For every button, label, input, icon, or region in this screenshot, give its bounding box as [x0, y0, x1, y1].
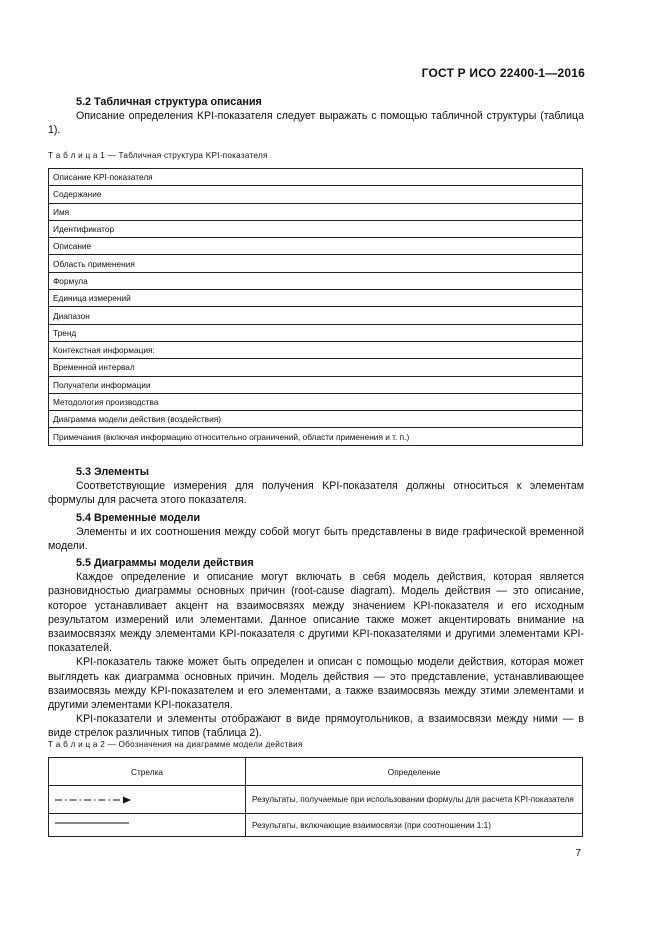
table-row [49, 203, 583, 220]
table-cell: Примечания (включая информацию относительно ограничений, области применения и т. п.) [49, 428, 583, 445]
table-cell: Область применения [49, 255, 583, 272]
table-row [49, 220, 583, 237]
table-cell: Содержание [49, 186, 583, 203]
solid-line-icon [53, 820, 133, 830]
table-header-row [49, 758, 583, 786]
section-5-5 [48, 556, 584, 741]
table-row [49, 411, 583, 428]
table-row [49, 272, 583, 289]
section-5-3 [48, 465, 584, 508]
table-2-caption: Т а б л и ц а 2 — Обозначения на диаграмме модели действия [48, 740, 303, 749]
paragraph: KPI-показатель также может быть определен и описан с помощью модели действия, которая может выглядеть как диаграмма основных причин. Модель действия — это представление, устанавливающее взаимосвязь между KPI-показателем и его элементами, а также взаимосвязь между этими элементами и другими элементами KPI-показателя. [48, 656, 584, 712]
dash-dot-arrow-icon [53, 795, 133, 805]
section-5-4 [48, 511, 584, 554]
table-row [49, 786, 583, 814]
paragraph: Элементы и их соотношения между собой могут быть представлены в виде графической временной модели. [48, 526, 584, 553]
paragraph: Соответствующие измерения для получения KPI-показателя должны относиться к элементам формулы для расчета этого показателя. [48, 480, 584, 507]
table-row [49, 428, 583, 445]
paragraph: KPI-показатели и элементы отображают в виде прямоугольников, а взаимосвязи между ними — в виде стрелок различных типов (таблица 2). [48, 713, 584, 740]
table-cell: Описание [49, 238, 583, 255]
table-row [49, 359, 583, 376]
table-cell: Получатели информации [49, 376, 583, 393]
table-cell: Имя [49, 203, 583, 220]
table-2 [48, 757, 583, 837]
table-row [49, 238, 583, 255]
table-cell: Диаграмма модели действия (воздействия) [49, 411, 583, 428]
definition-cell: Результаты, включающие взаимосвязи (при соотношении 1:1) [246, 814, 583, 837]
table-cell: Контекстная информация: [49, 341, 583, 358]
column-header-definition: Определение [246, 758, 583, 786]
section-heading: 5.4 Временные модели [76, 512, 201, 524]
arrow-cell [49, 814, 246, 837]
table-row [49, 376, 583, 393]
document-code: ГОСТ Р ИСО 22400-1—2016 [421, 66, 585, 80]
table-cell: Временной интервал [49, 359, 583, 376]
page-number: 7 [575, 848, 581, 859]
section-heading: 5.3 Элементы [76, 466, 150, 478]
table-row [49, 393, 583, 410]
table-cell: Описание KPI-показателя [49, 169, 583, 186]
table-row [49, 290, 583, 307]
section-heading: 5.2 Табличная структура описания [76, 96, 262, 108]
table-cell: Формула [49, 272, 583, 289]
paragraph: Каждое определение и описание могут включать в себя модель действия, которая является разновидностью диаграммы основных причин (root-cause diagram). Модель действия — это описание, которое устанавливает акцент на взаимосвязях между значением KPI-показателя и его исходным результатом измерений или элементами. Данное описание также может акцентировать внимание на взаимосвязях между элементами KPI-показателя с другими KPI-показателями и другими элементами KPI-показателей. [48, 571, 584, 655]
table-row [49, 169, 583, 186]
definition-cell: Результаты, получаемые при использовании формулы для расчета KPI-показателя [246, 786, 583, 814]
arrow-cell [49, 786, 246, 814]
section-heading: 5.5 Диаграммы модели действия [76, 557, 254, 569]
table-row [49, 255, 583, 272]
table-row [49, 324, 583, 341]
column-header-arrow: Стрелка [49, 758, 246, 786]
section-5-2 [48, 95, 584, 138]
paragraph: Описание определения KPI-показателя следует выражать с помощью табличной структуры (таблица 1). [48, 110, 584, 137]
table-1-caption: Т а б л и ц а 1 — Табличная структура KPI-показателя [48, 151, 268, 160]
table-cell: Идентификатор [49, 220, 583, 237]
table-row [49, 307, 583, 324]
table-1 [48, 168, 583, 446]
table-cell: Методология производства [49, 393, 583, 410]
table-row [49, 186, 583, 203]
table-cell: Единица измерений [49, 290, 583, 307]
table-cell: Тренд [49, 324, 583, 341]
table-row [49, 341, 583, 358]
table-row [49, 814, 583, 837]
table-cell: Диапазон [49, 307, 583, 324]
